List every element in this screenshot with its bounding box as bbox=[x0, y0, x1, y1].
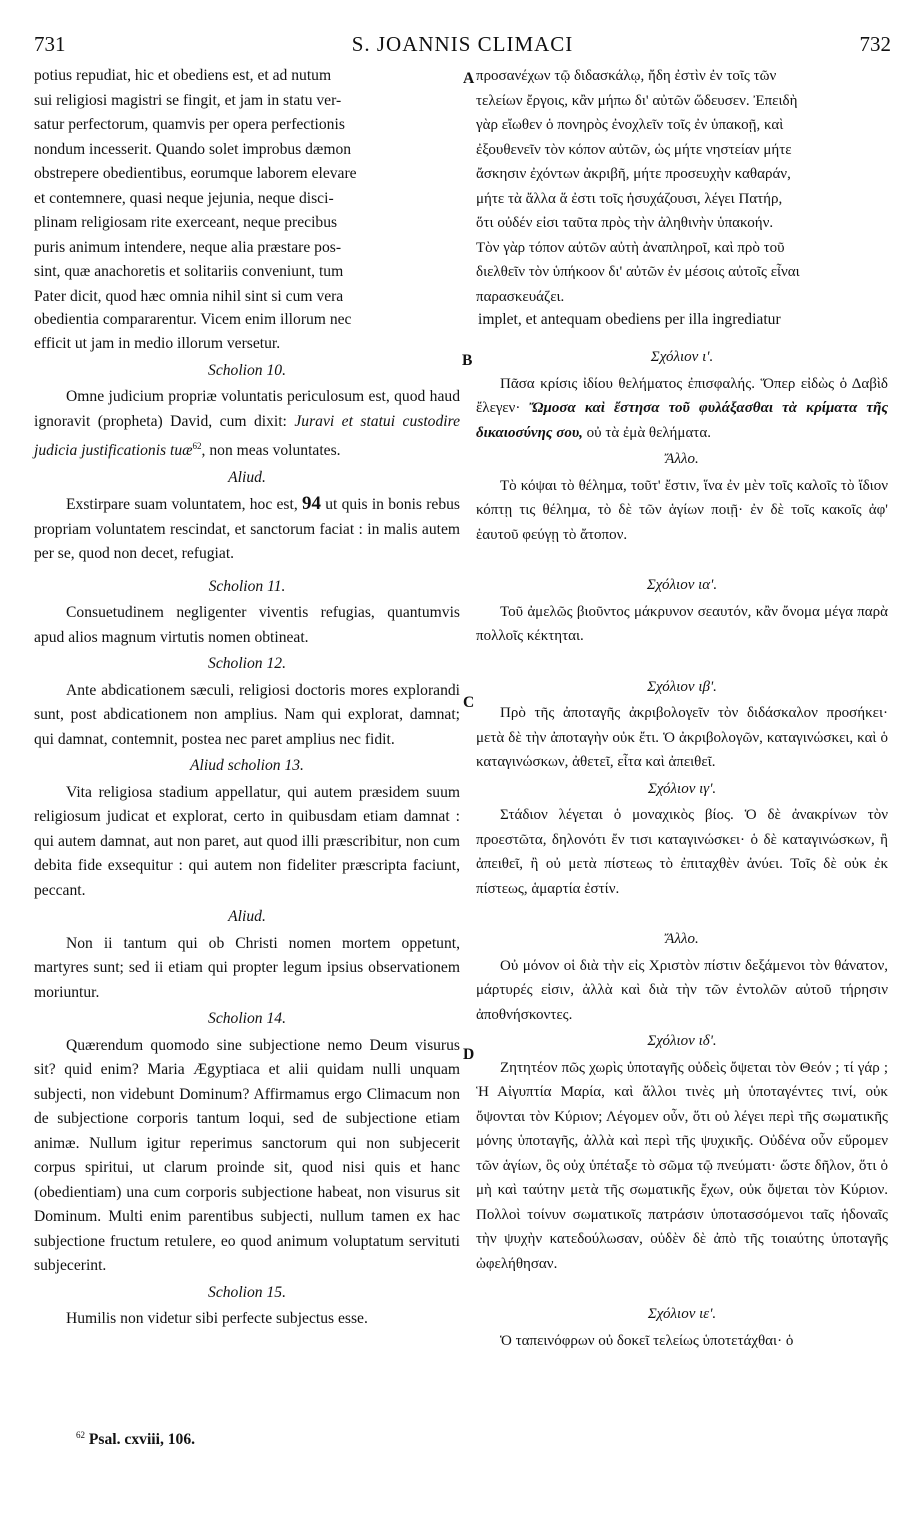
latin-line: efficit ut jam in medio illorum versetur. bbox=[34, 335, 281, 352]
margin-letter-a: A bbox=[463, 70, 475, 87]
greek-scholion-12-title: Σχόλιον ιβ'. bbox=[647, 678, 717, 695]
latin-line: puris animum intendere, neque alia præstare pos- bbox=[34, 238, 342, 256]
greek-line: μήτε τὰ ἄλλα ἅ ἐστι τοῖς ἡσυχάζουσι, λέγει Πατήρ, bbox=[476, 190, 783, 207]
greek-scholion-15-text: Ὁ ταπεινόφρων οὐ δοκεῖ τελείως ὑποτετάχθαι· ὁ bbox=[500, 1332, 794, 1349]
greek-line: παρασκευάζει. bbox=[476, 288, 565, 305]
cross-line-latin-continued: implet, et antequam obediens per illa ingrediatur bbox=[478, 311, 781, 328]
latin-scholion-10-quote: Juravi et statui custodire judicia justificationis tuæ bbox=[34, 412, 460, 460]
latin-aliud-2-text: Non ii tantum qui ob Christi nomen mortem oppetunt, martyres sunt; sed ii etiam qui propter legum ipsius observationem moriuntur. bbox=[34, 934, 460, 1001]
column-number: 94 bbox=[301, 493, 321, 515]
greek-scholion-14-title: Σχόλιον ιδ'. bbox=[647, 1033, 717, 1049]
latin-scholion-13-text: Vita religiosa stadium appellatur, qui autem præsidem suum religiosum judicat et explorat, certo in quibusdam etiam damnat : qui autem damnat, aut non paret, aut quod illi præscribitur, non cum debita fide exsequitur : qui autem non fideliter præscripta faciunt, peccant. bbox=[34, 783, 460, 899]
latin-scholion-10-end: , non meas voluntates. bbox=[201, 442, 341, 460]
latin-scholion-15-title: Scholion 15. bbox=[208, 1283, 286, 1301]
greek-line: ἐξουθενεῖν τὸν κόπον αὐτῶν, ὡς μήτε νηστείαν μήτε bbox=[476, 141, 792, 158]
greek-line: διελθεῖν τὸν ὑπήκοον δι' αὐτῶν ἐν μέσοις αὐτοῖς εἶναι bbox=[476, 264, 800, 280]
greek-scholion-14-text: Ζητητέον πῶς χωρὶς ὑποταγῆς οὐδεὶς ὄψεται τὸν Θεόν ; τί γάρ ; Ἡ Αἰγυπτία Μαρία, καὶ ἄλλοι τινὲς μὴ ὑποταγέντες τινί, οὐκ ὄψονται τὸν Κύριον; Λέγομεν οὖν, ὅτι οὐ λέγει περὶ τῆς σωματικῆς μόνης ὑποταγῆς, ἀλλὰ καὶ περὶ τῆς ψυχικῆς. Οὐδένα οὖν εὕρομεν τῶν ἁγίων, ὃς οὐχ ὑπέταξε τὸ σῶμα τῷ πνεύματι· ὥστε δῆλον, ὅτι ὁ μὴ καὶ ταύτην μετὰ τῆς σωματικῆς ἔχων, οὐκ ὄψεται τὸν Κύριον. Πολλοὶ τοίνυν σωματικοῖς πατράσιν ὑποτασσόμενοι ταῖς ἡδοναῖς τὴν ψυχὴν κατεδούλωσαν, οὐδὲν δὲ ἀπὸ τῆς τοιαύτης ὑποταγῆς ὠφελήθησαν. bbox=[476, 1059, 888, 1272]
latin-scholion-14-text: Quærendum quomodo sine subjectione nemo Deum visurus sit? quid enim? Maria Ægyptiaca et alii quidam nulli unquam subjecti, non videbunt Dominum? Affirmamus ergo Climacum non de subjectione corporis tantum loqui, sed de subjectione etiam animæ. Nullum igitur reperimus sanctorum qui non subjecerit corpus spiritui, ut clarum proinde sit, quod nisi quis et hanc (obedientiam) una cum corporis subjectione habeat, non visurus sit Dominum. Multi enim parentibus subjecti, nullum tamen ex hac subjectione fructum retulere, eo quod animum voluptatum servituti subjecerint. bbox=[34, 1036, 460, 1275]
greek-allo-text: Τὸ κόψαι τὸ θέλημα, τοῦτ' ἔστιν, ἵνα ἐν μὲν τοῖς καλοῖς τὸ ἴδιον κόπτῃ τις θέλημα, τὸ δὲ τῶν ἁγίων ποιῇ· ἐν δὲ τοῖς κακοῖς ἀφ' ἑαυτοῦ φεύγῃ τὸ ἄτοπον. bbox=[476, 477, 888, 543]
latin-column bbox=[34, 332, 460, 1332]
latin-line: satur perfectorum, quamvis per opera perfectionis bbox=[34, 116, 345, 133]
greek-scholion-10-body: Πᾶσα κρίσις ἰδίου θελήματος ἐπισφαλής. Ὅπερ εἰδὼς ὁ Δαβὶδ ἔλεγεν· bbox=[476, 375, 888, 416]
greek-allo-title: Ἄλλο. bbox=[665, 451, 699, 467]
greek-allo-2-title: Ἄλλο. bbox=[665, 931, 699, 947]
greek-scholion-10-title: Σχόλιον ι'. bbox=[650, 349, 714, 365]
latin-line: sui religiosi magistri se fingit, et jam in statu ver- bbox=[34, 91, 342, 109]
latin-scholion-13-title: Aliud scholion 13. bbox=[190, 757, 304, 775]
latin-top-paragraph bbox=[34, 64, 460, 309]
greek-column bbox=[476, 343, 888, 1353]
latin-aliud-text bbox=[34, 492, 460, 567]
right-page-number: 732 bbox=[859, 32, 891, 56]
latin-scholion-14-title: Scholion 14. bbox=[208, 1010, 286, 1028]
greek-scholion-10-end: οὐ τὰ ἐμὰ θελήματα. bbox=[586, 424, 711, 441]
latin-scholion-10-text bbox=[34, 385, 460, 464]
greek-line: προσανέχων τῷ διδασκάλῳ, ἤδη ἐστὶν ἐν τοῖς τῶν bbox=[476, 68, 777, 84]
latin-line: plinam religiosam rite exerceant, neque precibus bbox=[34, 214, 338, 231]
greek-line: ἄσκησιν ἐχόντων ἀκριβῆ, μήτε προσευχὴν καθαράν, bbox=[476, 166, 791, 182]
latin-line: sint, quæ anachoretis et solitariis conveniunt, tum bbox=[34, 263, 344, 280]
greek-scholion-10-quote: Ὤμοσα καὶ ἔστησα τοῦ φυλάξασθαι τὰ κρίματα τῆς δικαιοσύνης σου, bbox=[476, 400, 888, 441]
margin-letter-c: C bbox=[463, 694, 475, 711]
latin-aliud-title: Aliud. bbox=[228, 468, 266, 486]
latin-line: obstrepere obedientibus, eorumque laborem elevare bbox=[34, 165, 357, 182]
margin-letter-d: D bbox=[463, 1046, 475, 1063]
left-page-number: 731 bbox=[34, 32, 66, 56]
latin-line: nondum incesserit. Quando solet improbus dæmon bbox=[34, 140, 352, 158]
running-header bbox=[34, 32, 891, 62]
latin-scholion-10-body: Omne judicium propriæ voluntatis periculosum est, quod haud ignoravit (propheta) David, cum dixit: bbox=[34, 388, 460, 430]
greek-top-paragraph bbox=[476, 64, 888, 309]
latin-scholion-12-title: Scholion 12. bbox=[208, 655, 286, 673]
greek-scholion-11-title: Σχόλιον ια'. bbox=[646, 577, 718, 593]
greek-scholion-13-title: Σχόλιον ιγ'. bbox=[647, 780, 717, 797]
latin-aliud-text-a: Exstirpare suam voluntatem, hoc est, bbox=[66, 496, 298, 514]
latin-line: Pater dicit, quod hæc omnia nihil sint si cum vera bbox=[34, 287, 344, 305]
greek-scholion-12-text: Πρὸ τῆς ἀποταγῆς ἀκριβολογεῖν τὸν διδάσκαλον προσήκει· μετὰ δὲ τὴν ἀποταγὴν οὐκ ἔτι. Ὁ ἀκριβολογῶν, καταγινώσκει, καὶ ὁ καταγινώσκων, ἀθετεῖ, εἶτα καὶ ἀπειθεῖ. bbox=[476, 705, 888, 770]
running-title: S. JOANNIS CLIMACI bbox=[351, 32, 574, 56]
latin-line: et contemnere, quasi neque jejunia, neque disci- bbox=[34, 189, 334, 207]
latin-scholion-12-text: Ante abdicationem sæculi, religiosi doctoris mores explorandi sunt, post abdicationem non amplius. Nam qui explorat, damnat; qui damnat, contemnit, postea nec paret amplius nec fidit. bbox=[34, 681, 460, 748]
footnote-marker: 62 bbox=[192, 441, 202, 451]
greek-line: τελείων ἔργοις, κἂν μήπω δι' αὐτῶν ὥδευσεν. Ἐπειδὴ bbox=[476, 92, 798, 109]
latin-aliud-text-b: ut quis in bonis rebus propriam voluntatem rescindat, et sanctorum faciat : in malis autem per se, quod non decet, refugiat. bbox=[34, 496, 460, 563]
latin-aliud-2-title: Aliud. bbox=[228, 908, 266, 926]
latin-scholion-10-title: Scholion 10. bbox=[208, 361, 286, 379]
latin-scholion-15-text: Humilis non videtur sibi perfecte subjectus esse. bbox=[66, 1310, 368, 1328]
footnote-text: Psal. cxviii, 106. bbox=[88, 1431, 196, 1449]
latin-scholion-11-text: Consuetudinem negligenter viventis refugias, quantumvis apud alios magnum virtutis nomen obtineat. bbox=[34, 604, 460, 646]
latin-scholion-11-title: Scholion 11. bbox=[208, 577, 286, 595]
greek-scholion-11-text: Τοῦ ἀμελῶς βιοῦντος μάκρυνον σεαυτόν, κἂν ὄνομα μέγα παρὰ πολλοῖς κέκτηται. bbox=[476, 603, 888, 644]
margin-letter-b: B bbox=[462, 352, 473, 369]
greek-line: Τὸν γὰρ τόπον αὐτῶν αὐτὴ ἀναπληροῖ, καὶ πρὸ τοῦ bbox=[476, 239, 785, 256]
footnote-ref: 62 bbox=[76, 1430, 85, 1440]
greek-line: ὅτι οὐδέν εἰσι ταῦτα πρὸς τὴν ἀληθινὴν ὑπακοήν. bbox=[476, 215, 774, 231]
cross-line-latin: obedientia compararentur. Vicem enim illorum nec bbox=[34, 311, 352, 328]
greek-line: γὰρ εἴωθεν ὁ πονηρὸς ἐνοχλεῖν τοῖς ἐν ὑπακοῇ, καὶ bbox=[476, 117, 784, 133]
greek-scholion-15-title: Σχόλιον ιε'. bbox=[647, 1306, 717, 1322]
footnote bbox=[76, 1430, 195, 1449]
latin-line: potius repudiat, hic et obediens est, et ad nutum bbox=[34, 67, 332, 84]
greek-allo-2-text: Οὐ μόνον οἱ διὰ τὴν εἰς Χριστὸν πίστιν δεξάμενοι τὸν θάνατον, μάρτυρές εἰσιν, ἀλλὰ καὶ διὰ τὴν τῶν ἐντολῶν αὐτοῦ τήρησιν ἀποθνήσκοντες. bbox=[476, 957, 888, 1023]
greek-scholion-10-text bbox=[476, 372, 888, 446]
greek-scholion-13-text: Στάδιον λέγεται ὁ μοναχικὸς βίος. Ὁ δὲ ἀνακρίνων τὸν προεστῶτα, δηλονότι ἔν τισι καταγινώσκει· ὁ δὲ καταγινώσκων, ἢ ἀπειθεῖ, ἢ οὐ μετὰ πίστεως τὸ ἐπιταχθὲν ἀνύει. Τοῖς δὲ οὐκ ἐκ πίστεως, ἁμαρτία ἐστίν. bbox=[476, 807, 888, 897]
